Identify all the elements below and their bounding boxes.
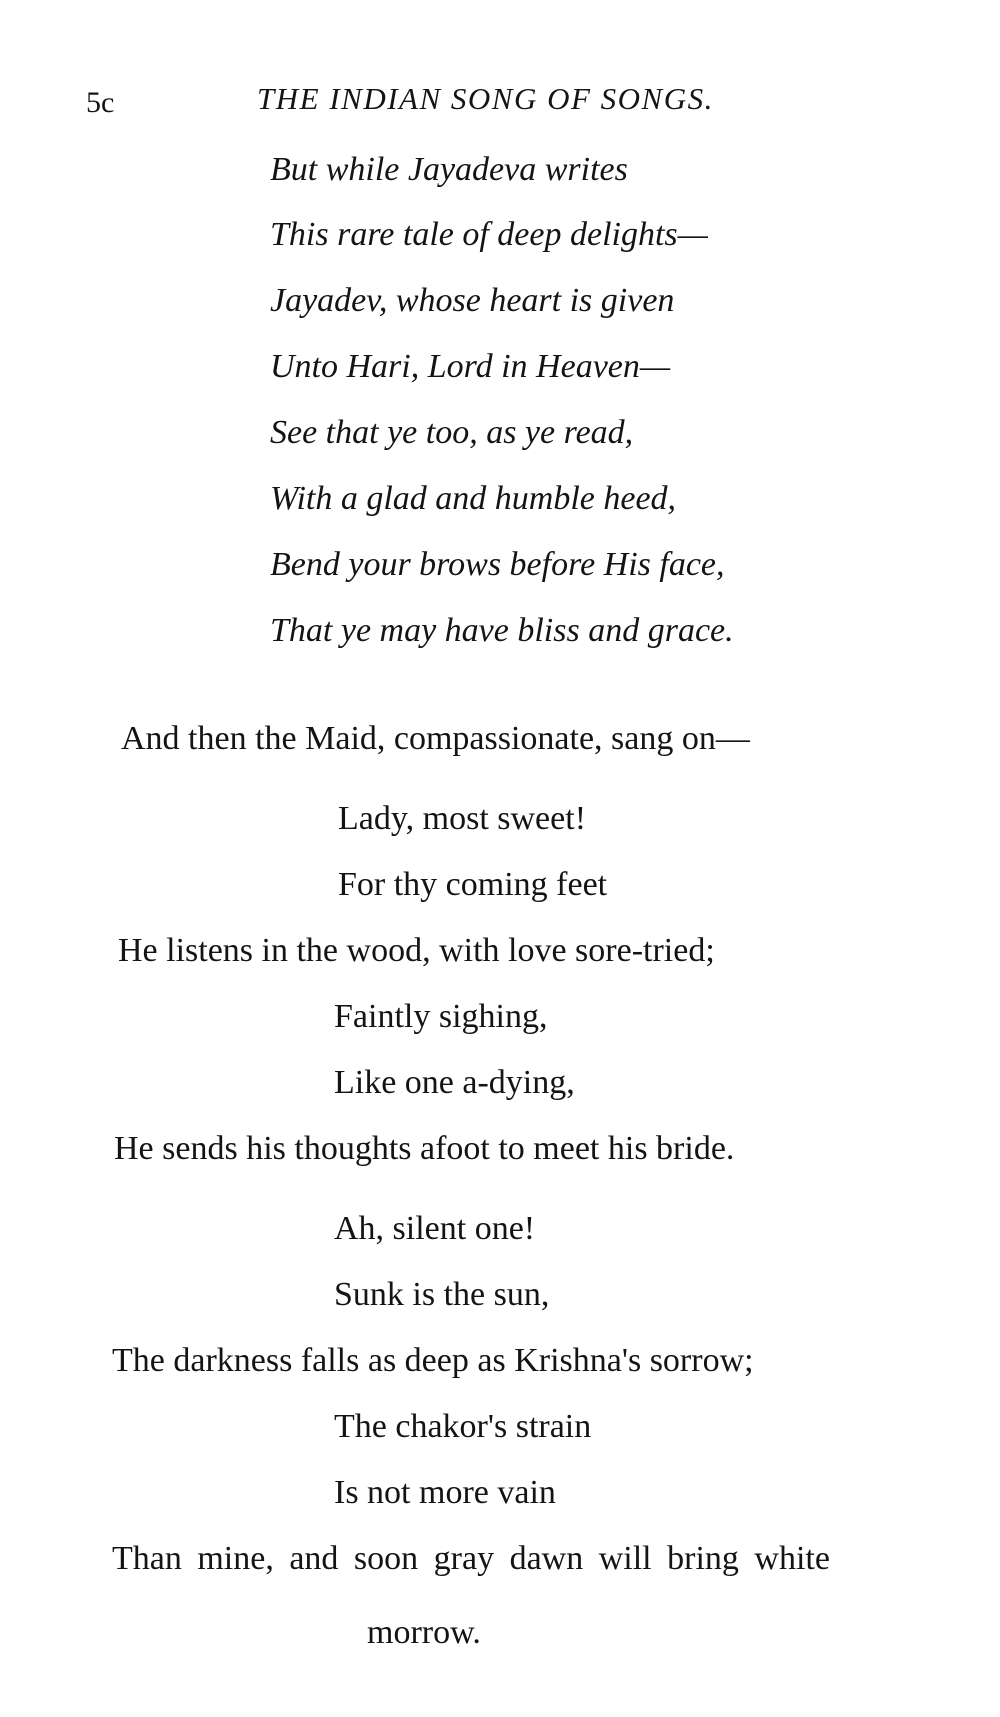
stanza-line: The chakor's strain (334, 1408, 592, 1445)
italic-verse-line: That ye may have bliss and grace. (270, 612, 734, 649)
stanza-line: Lady, most sweet! (338, 800, 587, 837)
italic-verse-line: This rare tale of deep delights— (270, 216, 708, 253)
stanza-line: Faintly sighing, (334, 998, 548, 1035)
narration-line: And then the Maid, compassionate, sang on— (121, 720, 750, 757)
stanza-line: The darkness falls as deep as Krishna's sorrow; (112, 1342, 754, 1379)
italic-verse-line: With a glad and humble heed, (270, 480, 677, 517)
page-number: 5c (86, 86, 115, 119)
italic-verse-line: But while Jayadeva writes (270, 151, 628, 188)
stanza-line: For thy coming feet (338, 866, 608, 903)
italic-verse-line: Jayadev, whose heart is given (270, 282, 675, 319)
stanza-line: Than mine, and soon gray dawn will bring white (112, 1540, 830, 1577)
italic-verse-line: Bend your brows before His face, (270, 546, 725, 583)
stanza-line: Sunk is the sun, (334, 1276, 550, 1313)
stanza-line: Ah, silent one! (334, 1210, 536, 1247)
italic-verse-line: See that ye too, as ye read, (270, 414, 634, 451)
stanza-line: Like one a-dying, (334, 1064, 575, 1101)
stanza-line: Is not more vain (334, 1474, 556, 1511)
stanza-line-continuation: morrow. (367, 1614, 481, 1651)
stanza-line: He listens in the wood, with love sore-tried; (118, 932, 715, 969)
stanza-line: He sends his thoughts afoot to meet his bride. (114, 1130, 735, 1167)
running-head: THE INDIAN SONG OF SONGS. (257, 81, 714, 116)
italic-verse-line: Unto Hari, Lord in Heaven— (270, 348, 671, 385)
